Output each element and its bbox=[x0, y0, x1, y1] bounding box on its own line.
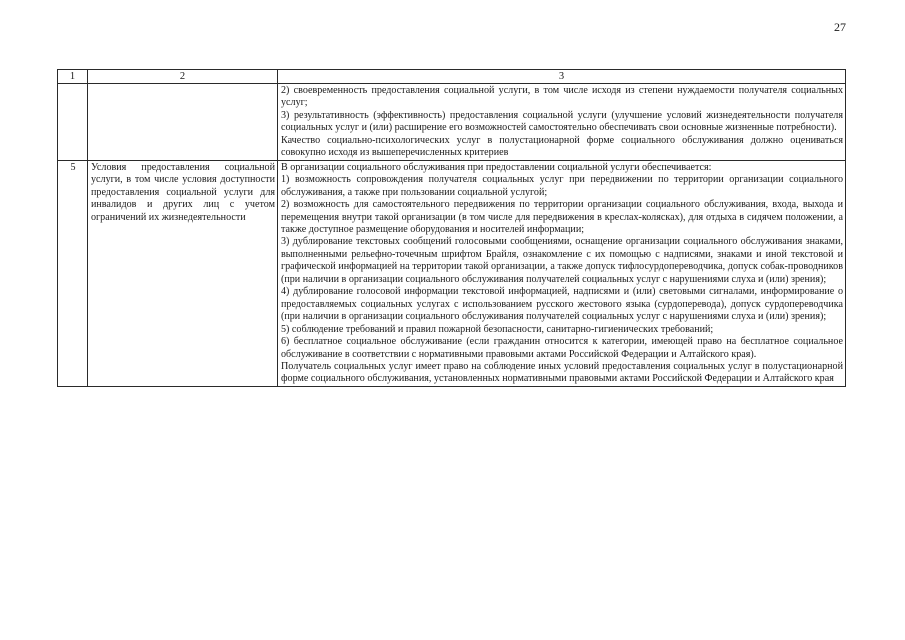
row-description-cell bbox=[278, 84, 846, 161]
paragraph: 2) возможность для самостоятельного передвижения по территории организации социального обслуживания, входа, выхода и перемещения внутри такой организации (в том числе для передвижения в креслах-колясках), для отдыха в сидячем положении, а также доступное размещение оборудования и носителей информации; bbox=[281, 199, 843, 235]
row-name-cell: Условия предоставления социальной услуги, в том числе условия доступности предоставления социальной услуги для инвалидов и других лиц с учетом ограничений их жизнедеятельности bbox=[88, 160, 278, 386]
paragraph: 6) бесплатное социальное обслуживание (если гражданин относится к категории, имеющей право на бесплатное социальное обслуживание в соответствии с нормативными правовыми актами Российской Федерации и Алтайского края). bbox=[281, 336, 843, 360]
paragraph: 1) возможность сопровождения получателя социальных услуг при передвижении по территории организации социального обслуживания, а также при пользовании социальной услугой; bbox=[281, 174, 843, 198]
paragraph: 2) своевременность предоставления социальной услуги, в том числе исходя из степени нуждаемости получателя социальных услуг; bbox=[281, 85, 843, 109]
row-name-cell bbox=[88, 84, 278, 161]
paragraph: 3) результативность (эффективность) предоставления социальной услуги (улучшение условий жизнедеятельности получателя социальных услуг и (или) расширение его возможностей самостоятельно обеспечивать свои основные жизненные потребности). bbox=[281, 109, 843, 134]
row-number-cell bbox=[58, 84, 88, 161]
column-number-2: 2 bbox=[88, 70, 278, 84]
services-table bbox=[57, 69, 846, 387]
column-number-3: 3 bbox=[278, 70, 846, 84]
paragraph: Качество социально-психологических услуг в полустационарной форме социального обслуживания должно оцениваться совокупно исходя из вышеперечисленных критериев bbox=[281, 134, 843, 159]
paragraph: В организации социального обслуживания при предоставлении социальной услуги обеспечивается: bbox=[281, 161, 712, 173]
column-number-1: 1 bbox=[58, 70, 88, 84]
paragraph: 4) дублирование голосовой информации текстовой информацией, надписями и (или) световыми сигналами, информирование о предоставляемых социальных услугах с использованием русского жестового языка (сурдоперевода), допуск сурдопереводчика (при наличии в организации социального обслуживания получателей социальных услуг с нарушениями слуха и (или) зрения); bbox=[281, 286, 843, 323]
row-number-cell: 5 bbox=[58, 160, 88, 386]
table-header-row bbox=[58, 70, 846, 84]
paragraph: Получатель социальных услуг имеет право на соблюдение иных условий предоставления социальных услуг в полустационарной форме социального обслуживания, установленных нормативными правовыми актами Российской Федерации и Алтайского края bbox=[281, 360, 843, 385]
row-description-cell bbox=[278, 160, 846, 386]
table-row-continuation bbox=[58, 84, 846, 161]
page-number: 27 bbox=[834, 20, 846, 34]
table-row-5 bbox=[58, 160, 846, 386]
paragraph: 3) дублирование текстовых сообщений голосовыми сообщениями, оснащение организации социального обслуживания знаками, выполненными рельефно-точечным шрифтом Брайля, ознакомление с их помощью с надписями, знаками и иной текстовой и графической информацией на территории такой организации, а также допуск тифлосурдопереводчика, допуск собак-проводников (при наличии в организации социального обслуживания получателей социальных услуг с нарушениями слуха и (или) зрения); bbox=[281, 236, 843, 285]
paragraph: 5) соблюдение требований и правил пожарной безопасности, санитарно-гигиенических требований; bbox=[281, 323, 714, 335]
